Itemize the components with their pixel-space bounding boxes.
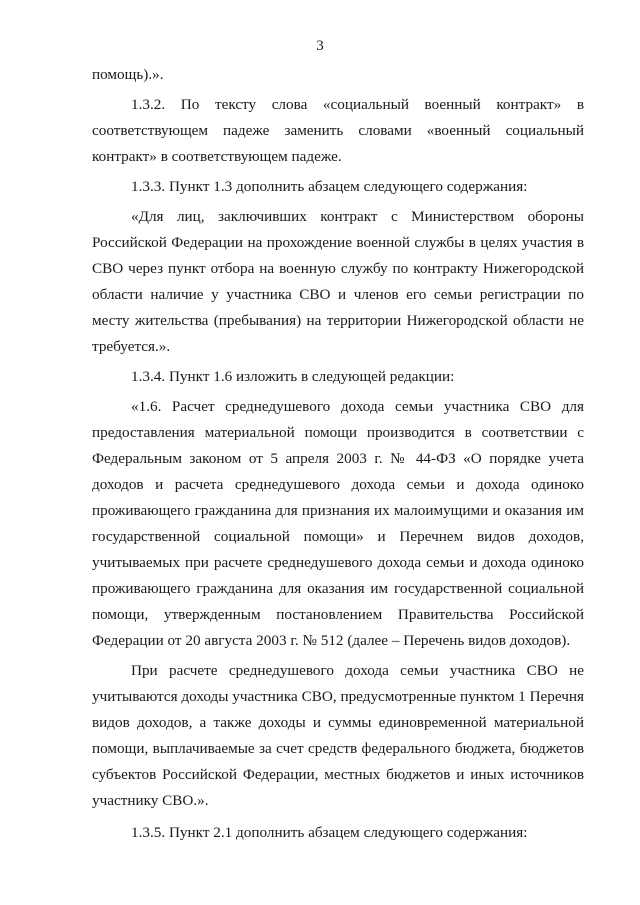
paragraph-quote-1-6: «1.6. Расчет среднедушевого дохода семьи участника СВО для предоставления материальной помощи производится в соответствии с Федеральным законом от 5 апреля 2003 г. № 44-ФЗ «О порядке учета доходов и расчета среднедушевого дохода семьи и дохода одиноко проживающего гражданина для признания их малоимущими и оказания им государственной социальной помощи» и Перечнем видов доходов, учитываемых при расчете среднедушевого дохода семьи и дохода одиноко проживающего гражданина для оказания им государственной социальной помощи, утвержденным постановлением Правительства Российской Федерации от 20 августа 2003 г. № 512 (далее – Перечень видов доходов). [92,398,584,649]
paragraph-continuation: помощь).». [92,66,164,83]
document-body [92,62,584,850]
paragraph-income-exclusions: При расчете среднедушевого дохода семьи участника СВО не учитываются доходы участника СВО, предусмотренные пунктом 1 Перечня видов доходов, а также доходы и суммы единовременной материальной помощи, выплачиваемые за счет средств федерального бюджета, бюджетов субъектов Российской Федерации, местных бюджетов и иных источников участнику СВО.». [92,662,584,809]
paragraph-1-3-4: 1.3.4. Пункт 1.6 изложить в следующей редакции: [131,368,455,385]
paragraph-1-3-2: 1.3.2. По тексту слова «социальный военный контракт» в соответствующем падеже заменить словами «военный социальный контракт» в соответствующем падеже. [92,96,584,165]
paragraph-1-3-5: 1.3.5. Пункт 2.1 дополнить абзацем следующего содержания: [131,824,528,841]
paragraph-quote-svo-registration: «Для лиц, заключивших контракт с Министерством обороны Российской Федерации на прохождение военной службы в целях участия в СВО через пункт отбора на военную службу по контракту Нижегородской области наличие у участника СВО и членов его семьи регистрации по месту жительства (пребывания) на территории Нижегородской области не требуется.». [92,208,584,355]
page-number: 3 [316,38,324,54]
paragraph-1-3-3: 1.3.3. Пункт 1.3 дополнить абзацем следующего содержания: [131,178,528,195]
